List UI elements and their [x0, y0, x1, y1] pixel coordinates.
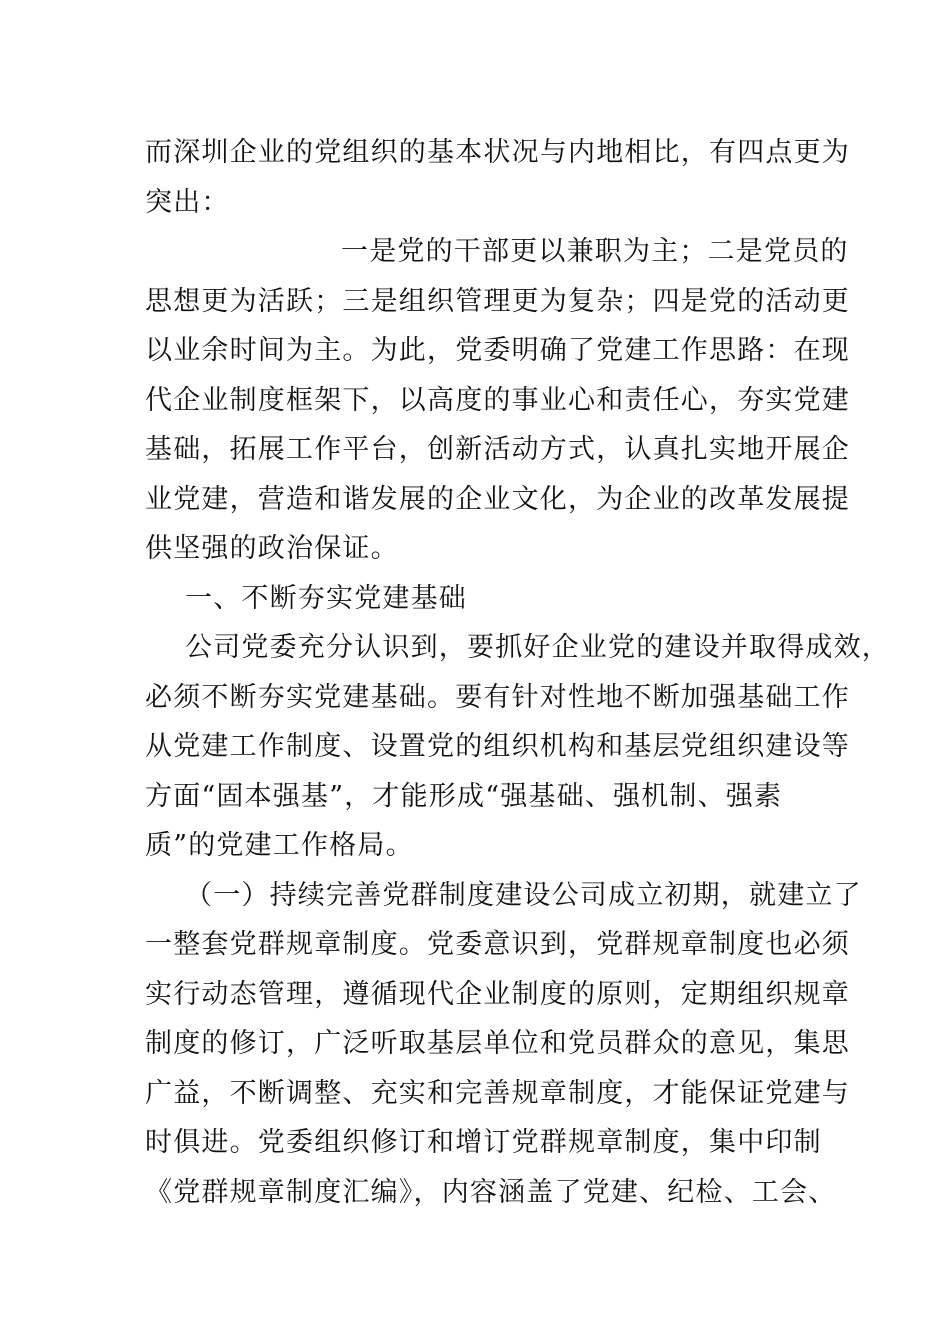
- text-line: 一是党的干部更以兼职为主；二是党员的: [341, 236, 849, 267]
- text-line: 必须不断夯实党建基础。要有针对性地不断加强基础工作: [145, 681, 850, 713]
- text-line: 方面“固本强基”，才能形成“强基础、强机制、强素: [145, 780, 783, 812]
- text-line: 广益，不断调整、充实和完善规章制度，才能保证党建与: [145, 1077, 850, 1109]
- text-line: 质”的党建工作格局。: [145, 830, 414, 861]
- text-line: 突出：: [145, 186, 230, 218]
- text-line: 制度的修订，广泛听取基层单位和党员群众的意见，集思: [145, 1028, 850, 1059]
- text-line: 以业余时间为主。为此，党委明确了党建工作思路：在现: [145, 335, 850, 366]
- text-line: 思想更为活跃；三是组织管理更为复杂；四是党的活动更: [145, 285, 850, 317]
- subsection-line: （一）持续完善党群制度建设公司成立初期，就建立了: [185, 879, 862, 911]
- text-line: 而深圳企业的党组织的基本状况与内地相比，有四点更为: [145, 137, 850, 168]
- section-heading: 一、不断夯实党建基础: [185, 582, 467, 614]
- text-line: 公司党委充分认识到，要抓好企业党的建设并取得成效，: [185, 632, 890, 663]
- text-line: 一整套党群规章制度。党委意识到，党群规章制度也必须: [145, 929, 850, 960]
- text-line: 代企业制度框架下，以高度的事业心和责任心，夯实党建: [145, 384, 850, 416]
- text-line: 时俱进。党委组织修订和增订党群规章制度，集中印制: [145, 1127, 822, 1158]
- text-line: 《党群规章制度汇编》，内容涵盖了党建、纪检、工会、: [145, 1176, 837, 1208]
- text-line: 供坚强的政治保证。: [145, 533, 399, 564]
- document-body: [145, 128, 890, 1217]
- text-line: 基础，拓展工作平台，创新活动方式，认真扎实地开展企: [145, 434, 850, 465]
- text-line: 实行动态管理，遵循现代企业制度的原则，定期组织规章: [145, 978, 850, 1010]
- text-line: 业党建，营造和谐发展的企业文化，为企业的改革发展提: [145, 483, 850, 515]
- text-line: 从党建工作制度、设置党的组织机构和基层党组织建设等: [145, 731, 850, 762]
